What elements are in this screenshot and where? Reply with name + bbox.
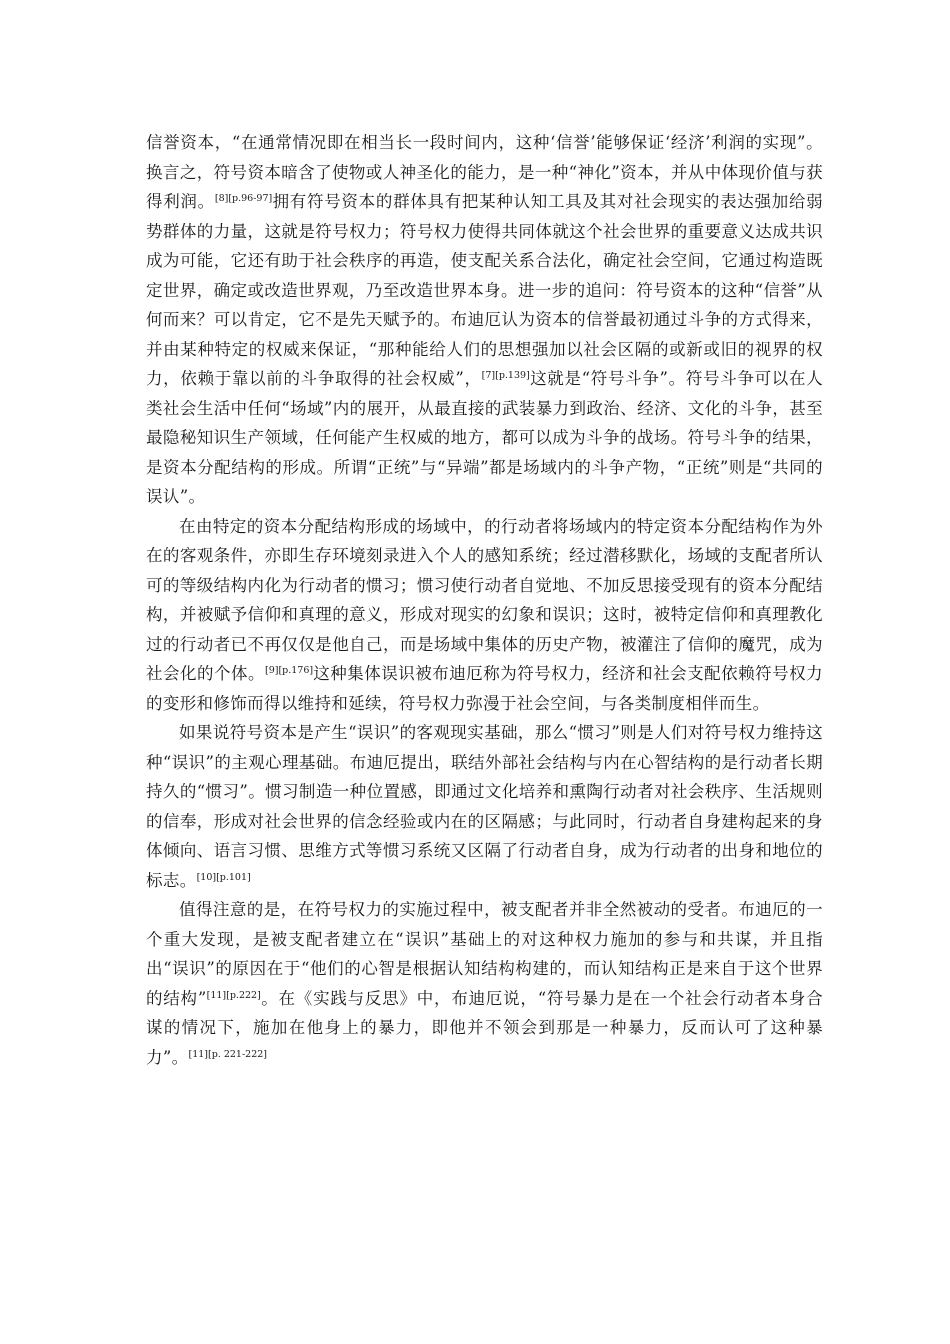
paragraph	[146, 718, 823, 895]
citation-reference: [7][p.139]	[481, 370, 530, 381]
paragraph-text: 信誉资本，“在通常情况即在相当长一段时间内，这种‘信誉’能够保证‘经济’利润的实现”。换言之，符号资本暗含了使物或人神圣化的能力，是一种“神化”资本，并从中体现价值与获得利润。	[146, 133, 823, 211]
citation-reference: [8][p.96-97]	[214, 193, 273, 204]
paragraph	[146, 128, 823, 512]
paragraph-text: 。在《实践与反思》中，布迪厄说，“符号暴力是在一个社会行动者本身合谋的情况下，施加在他身上的暴力，即他并不领会到那是一种暴力，反而认可了这种暴力”。	[146, 988, 823, 1067]
paragraph	[146, 512, 823, 719]
citation-reference: [11][p.222]	[206, 989, 261, 1001]
paragraph	[146, 895, 823, 1072]
paragraph-text: 值得注意的是，在符号权力的实施过程中，被支配者并非全然被动的受者。布迪厄的一个重大发现，是被支配者建立在“误识”基础上的对这种权力施加的参与和共谋，并且指出“误识”的原因在于“他们的心智是根据认知结构构建的，而认知结构正是来自于这个世界的结构”	[146, 900, 823, 1008]
document-body	[146, 128, 823, 1072]
paragraph-text: 这种集体误识被布迪厄称为符号权力，经济和社会支配依赖符号权力的变形和修饰而得以维持和延续，符号权力弥漫于社会空间，与各类制度相伴而生。	[146, 664, 824, 713]
citation-reference: [9][p.176]	[264, 665, 314, 676]
citation-reference: [10][p.101]	[196, 871, 251, 883]
paragraph-text: 如果说符号资本是产生“误识”的客观现实基础，那么“惯习”则是人们对符号权力维持这种“误识”的主观心理基础。布迪厄提出，联结外部社会结构与内在心智结构的是行动者长期持久的“惯习”。惯习制造一种位置感，即通过文化培养和熏陶行动者对社会秩序、生活规则的信奉，形成对社会世界的信念经验或内在的区隔感；与此同时，行动者自身建构起来的身体倾向、语言习惯、思维方式等惯习系统又区隔了行动者自身，成为行动者的出身和地位的标志。	[146, 723, 823, 890]
paragraph-text: 这就是“符号斗争”。符号斗争可以在人类社会生活中任何“场域”内的展开，从最直接的武装暴力到政治、经济、文化的斗争，甚至最隐秘知识生产领域，任何能产生权威的地方，都可以成为斗争的战场。符号斗争的结果，是资本分配结构的形成。所谓“正统”与“异端”都是场域内的斗争产物，“正统”则是“共同的误认”。	[146, 369, 824, 506]
paragraph-text: 在由特定的资本分配结构形成的场域中，的行动者将场域内的特定资本分配结构作为外在的客观条件，亦即生存环境刻录进入个人的感知系统；经过潜移默化，场域的支配者所认可的等级结构内化为行动者的惯习；惯习使行动者自觉地、不加反思接受现有的资本分配结构，并被赋予信仰和真理的意义，形成对现实的幻象和误识；这时，被特定信仰和真理教化过的行动者已不再仅仅是他自己，而是场域中集体的历史产物，被灌注了信仰的魔咒，成为社会化的个体。	[146, 516, 823, 683]
paragraph-text: 拥有符号资本的群体具有把某种认知工具及其对社会现实的表达强加给弱势群体的力量，这就是符号权力；符号权力使得共同体就这个社会世界的重要意义达成共识成为可能，它还有助于社会秩序的再造，使支配关系合法化，确定社会空间，它通过构造既定世界，确定或改造世界观，乃至改造世界本身。进一步的追问：符号资本的这种“信誉”从何而来？可以肯定，它不是先天赋予的。布迪厄认为资本的信誉最初通过斗争的方式得来，并由某种特定的权威来保证，“那种能给人们的思想强加以社会区隔的或新或旧的视界的权力，依赖于靠以前的斗争取得的社会权威”，	[146, 192, 824, 388]
citation-reference: [11][p. 221-222]	[188, 1048, 268, 1060]
